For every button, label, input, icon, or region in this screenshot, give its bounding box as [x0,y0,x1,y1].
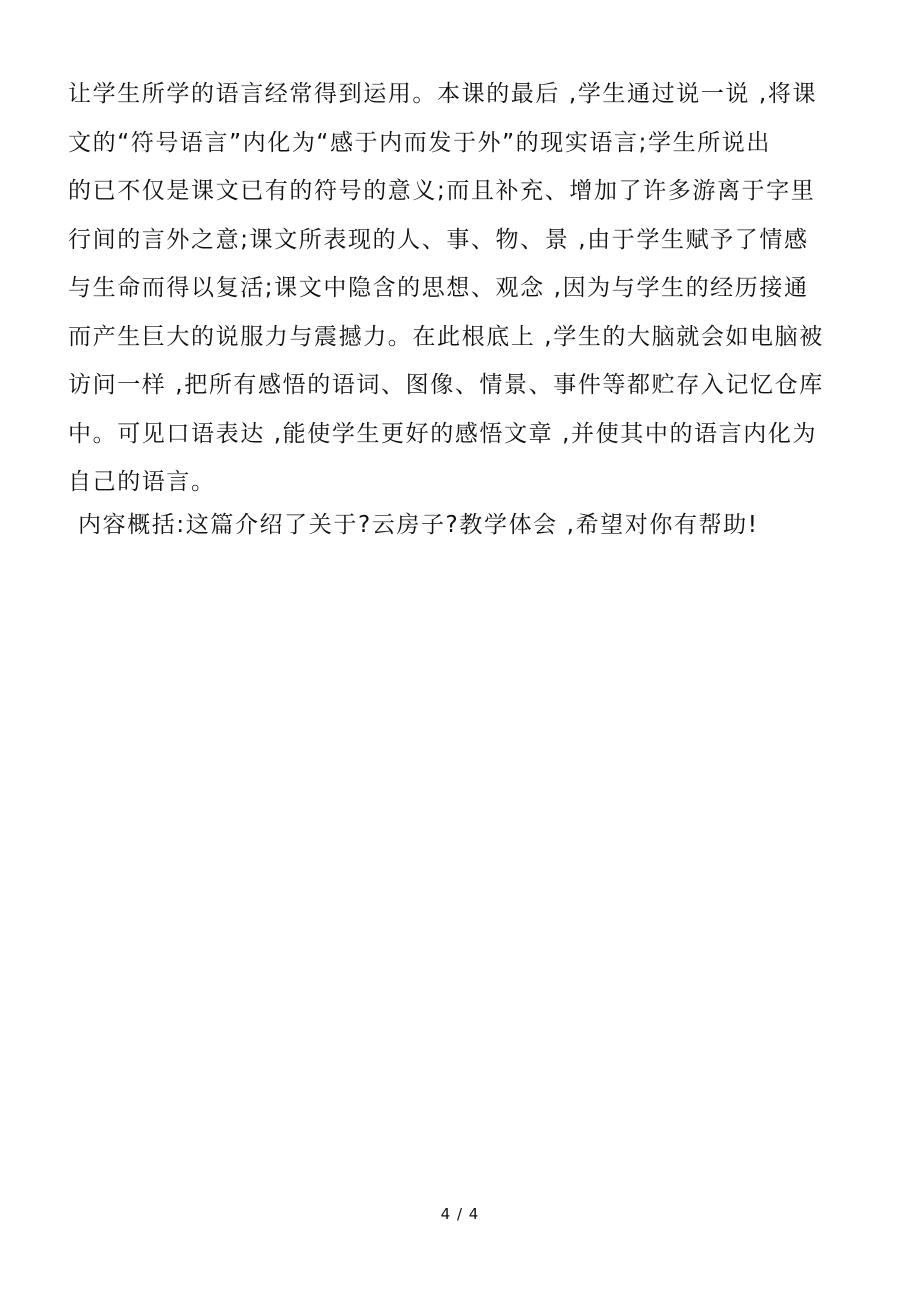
paragraph-line: 自己的语言。 [68,469,216,495]
paragraph-line: 与生命而得以复活;课文中隐含的思想、观念 ,因为与学生的经历接通 [68,275,809,301]
body-paragraph [68,70,848,507]
paragraph-line: 而产生巨大的说服力与震撼力。在此根底上 ,学生的大脑就会如电脑被 [68,323,824,350]
paragraph-line: 的已不仅是课文已有的符号的意义;而且补充、增加了许多游离于字里 [68,178,816,204]
content-summary: 内容概括:这篇介绍了关于?云房子?教学体会 ,希望对你有帮助! [78,512,759,538]
page-number: 4 / 4 [440,1205,480,1223]
paragraph-line: 访问一样 ,把所有感悟的语词、图像、情景、事件等都贮存入记忆仓库 [68,372,824,398]
paragraph-line: 让学生所学的语言经常得到运用。本课的最后 ,学生通过说一说 ,将课 [68,81,818,107]
paragraph-line: 文的“符号语言”内化为“感于内而发于外”的现实语言;学生所说出 [68,129,772,156]
paragraph-line: 中。可见口语表达 ,能使学生更好的感悟文章 ,并使其中的语言内化为 [68,420,818,447]
paragraph-line: 行间的言外之意;课文所表现的人、事、物、景 ,由于学生赋予了情感 [68,226,809,253]
